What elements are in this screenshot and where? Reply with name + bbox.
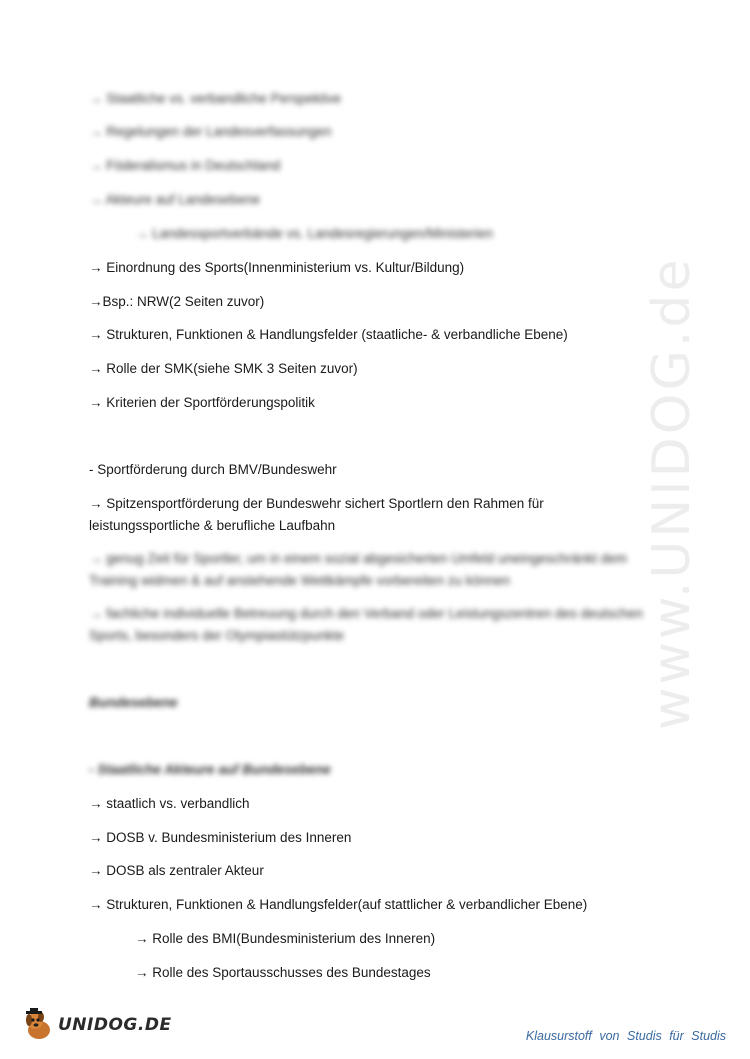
text-line: → Strukturen, Funktionen & Handlungsfelder(auf stattlicher & verbandlicher Ebene)	[89, 897, 588, 912]
text-line: → Rolle der SMK(siehe SMK 3 Seiten zuvor)	[89, 361, 358, 376]
blurred-line: → Landessportverbände vs. Landesregierungen/Ministerien	[135, 226, 493, 241]
text-line: → DOSB v. Bundesministerium des Inneren	[89, 830, 352, 845]
text-line: → Strukturen, Funktionen & Handlungsfelder (staatliche- & verbandliche Ebene)	[89, 327, 568, 342]
text-line: → Rolle des Sportausschusses des Bundestages	[135, 965, 431, 980]
text-line: → staatlich vs. verbandlich	[89, 796, 250, 811]
blurred-line: → Akteure auf Landesebene	[89, 192, 261, 207]
text-line: → Einordnung des Sports(Innenministerium vs. Kultur/Bildung)	[89, 260, 465, 275]
text-line: → DOSB als zentraler Akteur	[89, 863, 264, 878]
blurred-paragraph: → genug Zeit für Sportler, um in einem sozial abgesicherten Umfeld uneingeschränkt dem Training widmen & auf anstehende Wettkämpfe vorbereiten zu können	[89, 551, 628, 588]
blurred-paragraph: → fachliche individuelle Betreuung durch den Verband oder Leistungszentren des deutschen Sports, besonders der Olympiastützpunkte	[89, 606, 643, 643]
watermark: www.UNIDOG.de	[642, 256, 702, 730]
unidog-logo[interactable]	[22, 1008, 172, 1042]
blurred-line: → Staatliche vs. verbandliche Perspektive	[89, 91, 342, 106]
text-line: →Bsp.: NRW(2 Seiten zuvor)	[89, 294, 265, 309]
blurred-line: → Regelungen der Landesverfassungen	[89, 124, 332, 139]
text-line: - Sportförderung durch BMV/Bundeswehr	[89, 462, 337, 477]
text-line: → Rolle des BMI(Bundesministerium des Inneren)	[135, 931, 436, 946]
footer-slogan: Klausurstoff von Studis für Studis	[525, 1029, 726, 1043]
dog-mascot-icon	[22, 1008, 56, 1042]
blurred-line: → Föderalismus in Deutschland	[89, 158, 281, 173]
logo-text: UNIDOG.DE	[58, 1015, 172, 1035]
blurred-line: - Staatliche Akteure auf Bundesebene	[89, 762, 331, 777]
section-heading: Bundesebene	[89, 695, 178, 710]
text-paragraph: → Spitzensportförderung der Bundeswehr sichert Sportlern den Rahmen für leistungssportliche & berufliche Laufbahn	[89, 496, 544, 533]
text-line: → Kriterien der Sportförderungspolitik	[89, 395, 315, 410]
